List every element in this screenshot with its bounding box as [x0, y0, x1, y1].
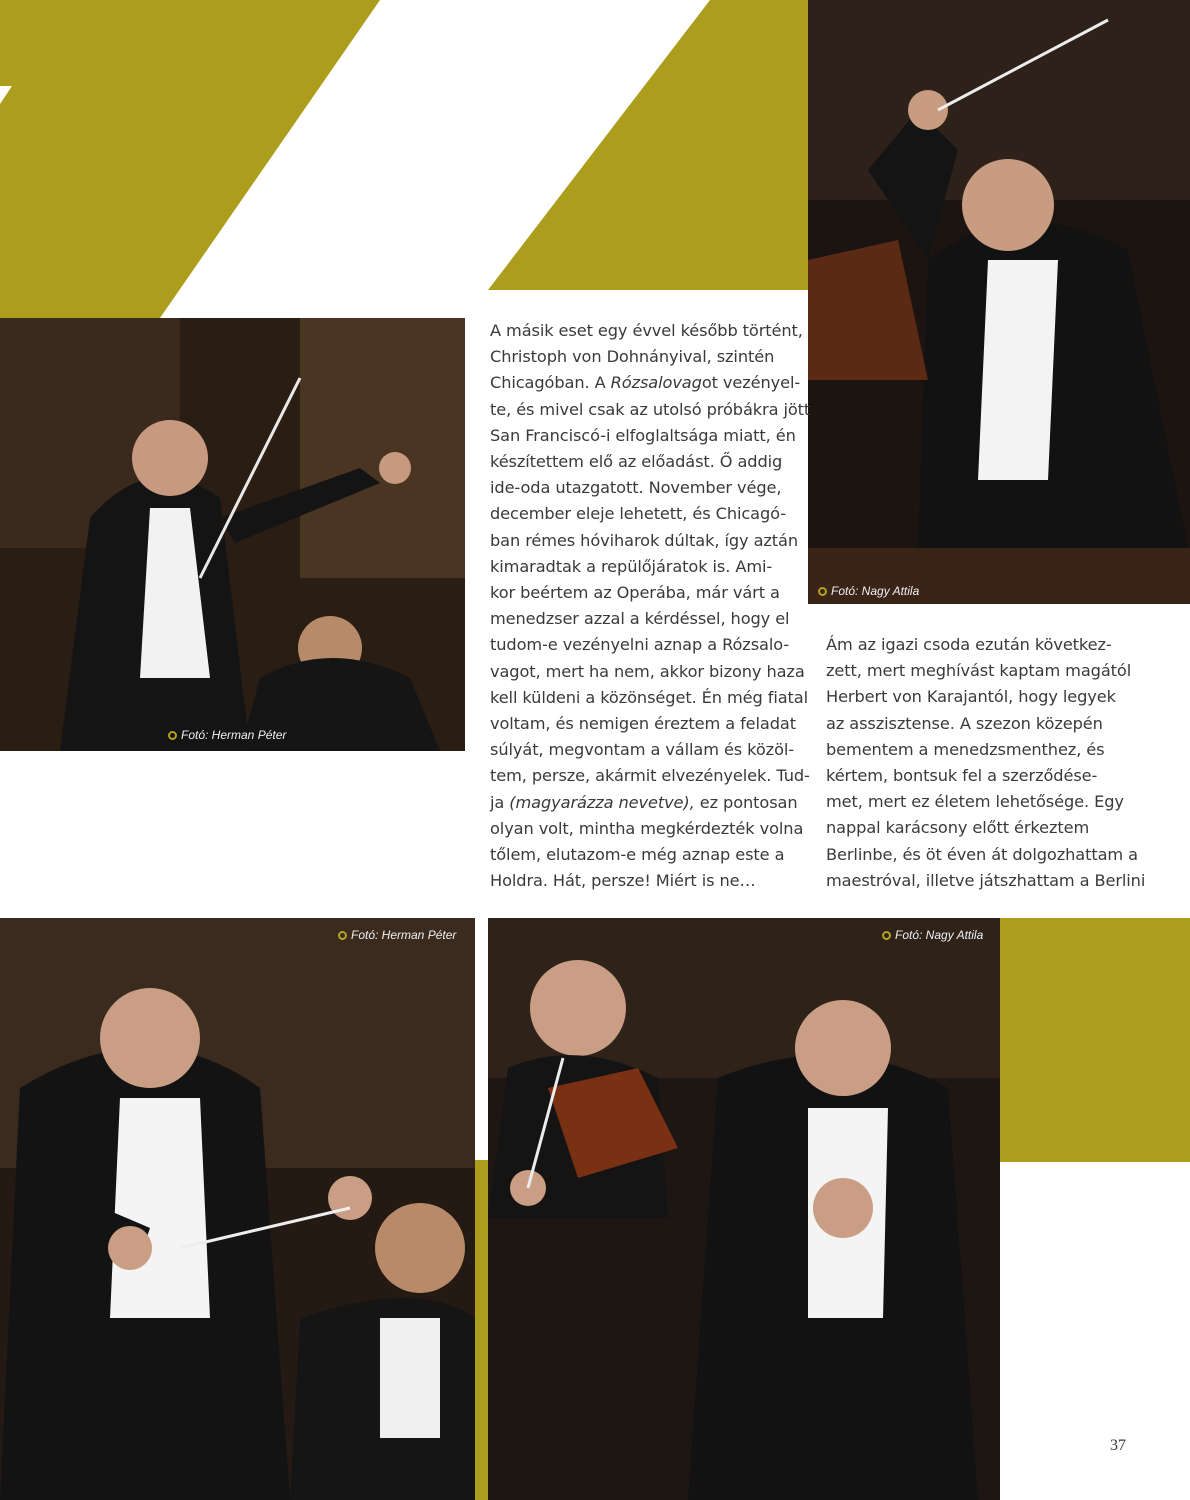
- credit-circle-icon: [338, 931, 347, 940]
- text-segment: ja: [490, 792, 510, 812]
- conductor-illustration: [808, 0, 1190, 604]
- text-line: [490, 763, 810, 789]
- text-line: [826, 763, 1136, 789]
- text-line: [490, 528, 806, 554]
- text-segment: súlyát, megvontam a vállam és közöl-: [490, 740, 795, 760]
- text-segment: készítettem elő az előadást. Ő addig: [490, 452, 783, 472]
- text-segment: Ám az igazi csoda ezután következ-: [826, 635, 1112, 654]
- text-line: [490, 790, 806, 816]
- text-segment: kor beértem az Operába, már várt a: [490, 583, 780, 603]
- text-line: [490, 423, 806, 449]
- text-segment: kimaradtak a repülőjáratok is. Ami-: [490, 556, 773, 576]
- text-line: [826, 789, 1136, 815]
- text-segment: olyan volt, mintha megkérdezték volna: [490, 818, 804, 838]
- photo-credit: [338, 928, 456, 942]
- text-segment: Berlinbe, és öt éven át dolgozhattam a: [826, 844, 1138, 864]
- text-line: [490, 868, 806, 894]
- text-line: [490, 580, 806, 606]
- text-segment: december eleje lehetett, és Chicagó-: [490, 504, 787, 524]
- photo-conductor-box: [0, 318, 465, 751]
- text-line: [826, 868, 1146, 894]
- text-segment: voltam, és nemigen éreztem a feladat: [490, 714, 796, 734]
- credit-circle-icon: [168, 731, 177, 740]
- text-segment: kértem, bontsuk fel a szerződése-: [826, 766, 1098, 786]
- text-line: [490, 397, 811, 423]
- text-line: [490, 842, 806, 868]
- text-line: [826, 737, 1136, 763]
- text-segment: tőlem, elutazom-e még aznap este a: [490, 845, 785, 865]
- olive-band-center: [488, 0, 808, 290]
- text-segment: maestróval, illetve játszhattam a Berlini: [826, 870, 1146, 890]
- text-segment: ez pontosan: [694, 792, 798, 812]
- text-line: [490, 344, 806, 370]
- italic-text: (magyarázza nevetve),: [509, 792, 695, 812]
- text-line: [490, 501, 806, 527]
- olive-strip-left-edge: [0, 100, 4, 325]
- text-line: [490, 816, 806, 842]
- olive-block-right: [1000, 918, 1190, 1162]
- text-line: [826, 658, 1136, 684]
- text-segment: Christoph von Dohnányival, szintén: [490, 347, 775, 367]
- credit-circle-icon: [818, 587, 827, 596]
- italic-text: Rózsalovag: [610, 373, 702, 393]
- text-line: [826, 842, 1136, 868]
- text-segment: menedzser azzal a kérdéssel, hogy el: [490, 609, 790, 629]
- text-segment: vagot, mert ha nem, akkor bizony haza: [490, 661, 805, 681]
- photo-credit-text: Fotó: Nagy Attila: [895, 928, 984, 942]
- photo-credit: [882, 928, 983, 942]
- photo-conductor-bottom-left: [0, 918, 475, 1500]
- text-line: [490, 632, 806, 658]
- text-segment: A másik eset egy évvel később történt,: [490, 321, 803, 340]
- olive-band-left: [0, 0, 380, 318]
- text-segment: bementem a menedzsmenthez, és: [826, 739, 1105, 759]
- text-segment: ot vezényel-: [701, 373, 801, 393]
- text-segment: Chicagóban. A: [490, 373, 611, 393]
- photo-conductor-bottom-center: [488, 918, 1000, 1500]
- text-line: [826, 711, 1136, 737]
- text-segment: kell küldeni a közönséget. Én még fiatal: [490, 687, 809, 707]
- text-segment: az asszisztense. A szezon közepén: [826, 713, 1103, 733]
- text-line: [490, 737, 806, 763]
- text-line: [490, 449, 806, 475]
- photo-credit: [818, 584, 919, 598]
- text-line: [490, 606, 806, 632]
- text-segment: te, és mivel csak az utolsó próbákra jött: [490, 399, 811, 419]
- article-column-right: [826, 632, 1146, 894]
- text-segment: zett, mert meghívást kaptam magától: [826, 661, 1132, 681]
- photo-credit-text: Fotó: Nagy Attila: [831, 584, 920, 598]
- article-column-left: [490, 318, 811, 894]
- text-line: [490, 711, 806, 737]
- photo-credit-text: Fotó: Herman Péter: [181, 728, 287, 742]
- credit-circle-icon: [882, 931, 891, 940]
- text-line: [826, 684, 1136, 710]
- page-number: 37: [1110, 1437, 1126, 1454]
- photo-conductor-top-right: [808, 0, 1190, 604]
- text-segment: Holdra. Hát, persze! Miért is ne…: [490, 871, 756, 891]
- text-segment: tudom-e vezényelni aznap a Rózsalo-: [490, 635, 790, 655]
- conductor-illustration: [0, 318, 465, 751]
- text-segment: met, mert ez életem lehetősége. Egy: [826, 792, 1124, 812]
- text-segment: ide-oda utazgatott. November vége,: [490, 478, 782, 498]
- text-segment: Herbert von Karajantól, hogy legyek: [826, 687, 1116, 707]
- text-line: [826, 632, 1136, 658]
- text-line: [490, 475, 806, 501]
- text-segment: ban rémes hóviharok dúltak, így aztán: [490, 530, 799, 550]
- text-segment: nappal karácsony előtt érkeztem: [826, 818, 1090, 838]
- text-line: [490, 554, 806, 580]
- text-line: [490, 659, 806, 685]
- text-line: [490, 685, 809, 711]
- text-segment: tem, persze, akármit elvezényelek. Tud-: [490, 766, 810, 786]
- conductor-illustration: [0, 918, 475, 1500]
- photo-credit: [168, 728, 286, 742]
- text-segment: San Franciscó-i elfoglaltsága miatt, én: [490, 425, 796, 445]
- text-line: [826, 815, 1136, 841]
- text-line: [490, 318, 806, 344]
- conductor-illustration: [488, 918, 1000, 1500]
- text-line: [490, 370, 806, 396]
- photo-credit-text: Fotó: Herman Péter: [351, 928, 457, 942]
